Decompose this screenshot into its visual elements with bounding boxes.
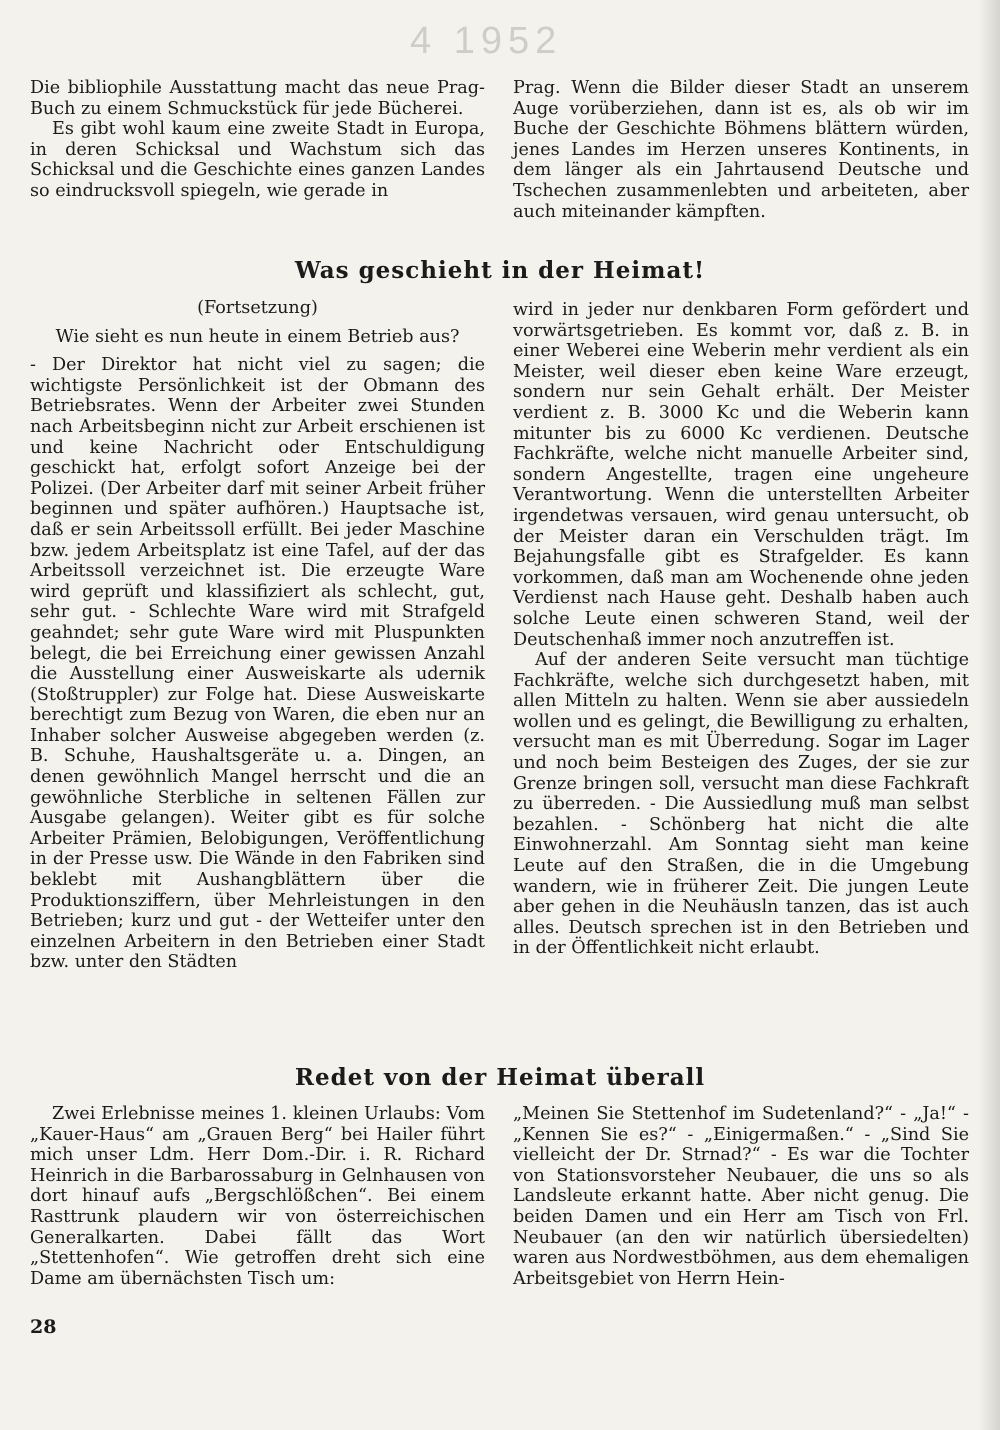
article1-subtitle: (Fortsetzung) xyxy=(197,298,318,318)
article2-right-column xyxy=(513,1104,969,1289)
article1-question: Wie sieht es nun heute in einem Betrieb aus? xyxy=(55,326,460,347)
article1-right-paragraph-1: wird in jeder nur denkbaren Form gefördert und vorwärtsgetrieben. Es kommt vor, daß z. B. in einer Weberei eine Weberin mehr verdient als ein Meister, weil dieser eben keine Ware erzeugt, sondern nur sein Gehalt erhält. Der Meister verdient z. B. 3000 Kc und die Weberin kann mitunter bis zu 6000 Kc verdienen. Deutsche Fachkräfte, welche nicht manuelle Arbeiter sind, sondern Angestellte, tragen eine ungeheure Verantwortung. Wenn die unterstellten Arbeiter irgendetwas versauen, wird genau untersucht, ob der Meister daran ein Verschulden trägt. Im Bejahungsfalle gibt es Strafgelder. Es kann vorkommen, daß man am Wochenende ohne jeden Verdienst nach Hause geht. Deshalb haben auch solche Leute einen schweren Stand, weil der Deutschenhaß immer noch anzutreffen ist. xyxy=(513,300,969,650)
intro-left-column xyxy=(30,78,485,202)
article1-left-column xyxy=(30,298,485,973)
article1-right-paragraph-2: Auf der anderen Seite versucht man tüchtige Fachkräfte, welche sich durchgesetzt haben, mit allen Mitteln zu halten. Wenn sie aber aussiedeln wollen und es gelingt, die Bewilligung zu erhalten, versucht man es mit Überredung. Sogar im Lager und noch beim Besteigen des Zuges, der sie zur Grenze bringen soll, versucht man diese Fachkraft zu überreden. - Die Aussiedlung muß man selbst bezahlen. - Schönberg hat nicht die alte Einwohnerzahl. Am Sonntag sieht man keine Leute auf den Straßen, die in die Umgebung wandern, wie in früherer Zeit. Die jungen Leute aber gehen in die Neuhäusln tanzen, das ist auch alles. Deutsch sprechen ist in den Betrieben und in der Öffentlichkeit nicht erlaubt. xyxy=(513,650,969,959)
article2-right-paragraph-1: „Meinen Sie Stettenhof im Sudetenland?“ - „Ja!“ - „Kennen Sie es?“ - „Einigermaßen.“ - „Sind Sie vielleicht der Dr. Strnad?“ - Es war die Tochter von Stationsvorsteher Neubauer, die uns so als Landsleute erkannt hatte. Aber nicht genug. Die beiden Damen und ein Herr am Tisch von Frl. Neubauer (an den wir natürlich übersiedelten) waren aus Nordwestböhmen, aus dem ehemaligen Arbeitsgebiet von Herrn Hein- xyxy=(513,1104,969,1289)
article2-left-column xyxy=(30,1104,485,1289)
intro-right-column xyxy=(513,78,969,222)
article1-left-paragraph-1: - Der Direktor hat nicht viel zu sagen; die wichtigste Persönlichkeit ist der Obmann des Betriebsrates. Wenn der Arbeiter zwei Stunden nach Arbeitsbeginn nicht zur Arbeit erschienen ist und keine Nachricht oder Entschuldigung geschickt hat, erfolgt sofort Anzeige bei der Polizei. (Der Arbeiter darf mit seiner Arbeit früher beginnen und später aufhören.) Hauptsache ist, daß er sein Arbeitssoll erfüllt. Bei jeder Maschine bzw. jedem Arbeitsplatz ist eine Tafel, auf der das Arbeitssoll verzeichnet ist. Die erzeugte Ware wird geprüft und klassifiziert als schlecht, gut, sehr gut. - Schlechte Ware wird mit Strafgeld geahndet; sehr gute Ware wird mit Pluspunkten belegt, die bei Erreichung einer gewissen Anzahl die Ausstellung einer Ausweiskarte als udernik (Stoßtruppler) zur Folge hat. Diese Ausweiskarte berechtigt zum Bezug von Waren, die eben nur an Inhaber solcher Ausweise abgegeben werden (z. B. Schuhe, Haushaltsgeräte u. a. Dingen, an denen gewöhnlich Mangel herrscht und die an gewöhnliche Sterbliche in seltenen Fällen zur Ausgabe gelangen). Weiter gibt es für solche Arbeiter Prämien, Belobigungen, Veröffentlichung in der Presse usw. Die Wände in den Fabriken sind beklebt mit Aushangblättern über die Produktionsziffern, über Mehrleistungen in den Betrieben; kurz und gut - der Wetteifer unter den einzelnen Arbeitern in den Betrieben einer Stadt bzw. unter den Städten xyxy=(30,355,485,973)
article1-right-column xyxy=(513,300,969,959)
article1-title: Was geschieht in der Heimat! xyxy=(294,257,706,284)
intro-left-paragraph-1: Die bibliophile Ausstattung macht das neue Prag-Buch zu einem Schmuckstück für jede Bücherei. xyxy=(30,78,485,119)
intro-left-paragraph-2: Es gibt wohl kaum eine zweite Stadt in Europa, in deren Schicksal und Wachstum sich das Schicksal und die Geschichte eines ganzen Landes so eindrucksvoll spiegeln, wie gerade in xyxy=(30,119,485,201)
page-edge-shadow xyxy=(978,0,1000,1430)
archive-stamp: 4 1952 xyxy=(410,20,563,62)
article2-title: Redet von der Heimat überall xyxy=(294,1064,706,1091)
page-number: 28 xyxy=(30,1316,57,1338)
article2-left-paragraph-1: Zwei Erlebnisse meines 1. kleinen Urlaubs: Vom „Kauer-Haus“ am „Grauen Berg“ bei Hailer führt mich unser Ldm. Herr Dom.-Dir. i. R. Richard Heinrich in die Barbarossaburg in Gelnhausen von dort hinauf aufs „Bergschlößchen“. Bei einem Rasttrunk plaudern wir von österreichischen Generalkarten. Dabei fällt das Wort „Stettenhofen“. Wie getroffen dreht sich eine Dame am übernächsten Tisch um: xyxy=(30,1104,485,1289)
intro-right-paragraph-1: Prag. Wenn die Bilder dieser Stadt an unserem Auge vorüberziehen, dann ist es, als ob wir im Buche der Geschichte Böhmens blättern würden, jenes Landes im Herzen unseres Kontinents, in dem länger als ein Jahrtausend Deutsche und Tschechen zusammenlebten und arbeiteten, aber auch miteinander kämpften. xyxy=(513,78,969,222)
